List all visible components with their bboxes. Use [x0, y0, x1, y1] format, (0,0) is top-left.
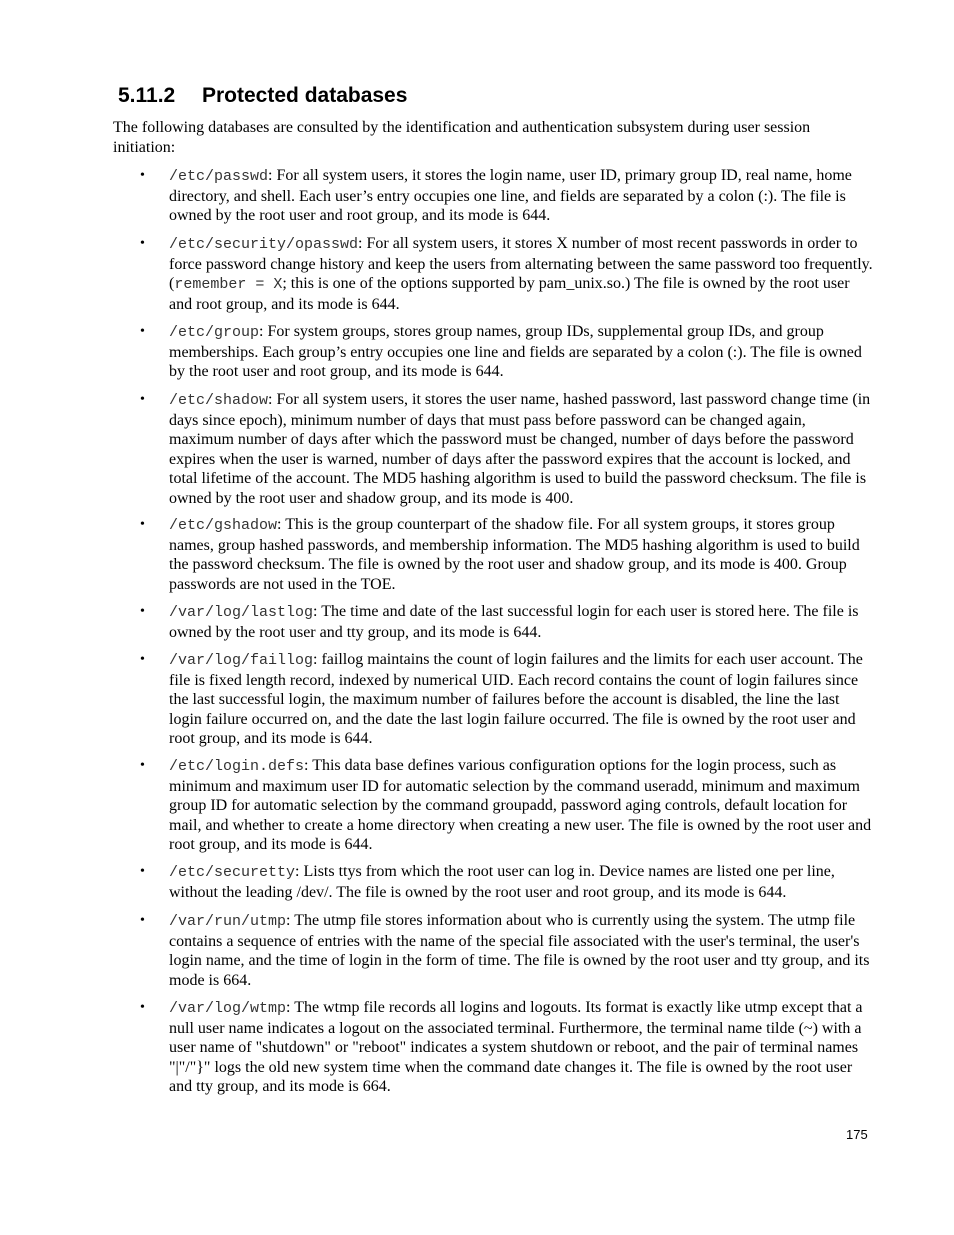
- list-item: [140, 515, 873, 594]
- bullet-icon: •: [140, 652, 145, 667]
- item-description: : The wtmp file records all logins and logouts. Its format is exactly like utmp except that a null user name indicates a logout on the associated terminal. Furthermore, the terminal name tilde (~) with a user name of "shutdown" or "reboot" indicates a system shutdown or reboot, and the pair of terminal names "|"/"}" logs the old new system time when the command date changes it. The file is owned by the root user and tty group, and its mode is 664.: [169, 999, 863, 1095]
- intro-paragraph: The following databases are consulted by the identification and authentication subsystem during user session initiation:: [113, 119, 811, 156]
- bullet-icon: •: [140, 392, 145, 407]
- page-number: 175: [846, 1127, 868, 1142]
- item-description: : This is the group counterpart of the shadow file. For all system groups, it stores group names, group hashed passwords, and membership information. The MD5 hashing algorithm is used to build the password checksum. The file is owned by the root user and shadow group, and its mode is 400. Group passwords are not used in the TOE.: [169, 516, 860, 593]
- section-title: Protected databases: [202, 84, 408, 107]
- item-description: : For all system users, it stores X number of most recent passwords in order to force password change history and keep the users from alternating between the same password too frequently. (: [169, 235, 873, 292]
- item-description: : For all system users, it stores the login name, user ID, primary group ID, real name, home directory, and shell. Each user’s entry occupies one line, and fields are separated by a colon (:). The file is owned by the root user and root group, and its mode is 644.: [169, 167, 852, 224]
- list-item: [140, 602, 873, 642]
- file-path: /var/log/lastlog: [169, 604, 314, 621]
- file-path: /var/log/wtmp: [169, 1000, 287, 1017]
- section-heading: [118, 82, 407, 110]
- inline-code: remember = X: [174, 276, 283, 293]
- bullet-icon: •: [140, 517, 145, 532]
- file-path: /var/log/faillog: [169, 652, 314, 669]
- file-path: /etc/login.defs: [169, 758, 305, 775]
- section-number: 5.11.2: [118, 84, 176, 107]
- list-item: [140, 650, 873, 749]
- list-item: [140, 911, 873, 990]
- bullet-icon: •: [140, 236, 145, 251]
- bullet-icon: •: [140, 168, 145, 183]
- bullet-icon: •: [140, 913, 145, 928]
- bullet-icon: •: [140, 604, 145, 619]
- list-item: [140, 862, 873, 902]
- item-description-continued: ; this is one of the options supported by pam_unix.so.) The file is owned by the root user and root group, and its mode is 644.: [169, 275, 850, 313]
- list-item: [140, 166, 873, 226]
- list-item: [140, 756, 873, 855]
- list-item: [140, 390, 873, 508]
- bullet-icon: •: [140, 864, 145, 879]
- file-path: /etc/gshadow: [169, 517, 278, 534]
- item-description: : Lists ttys from which the root user can log in. Device names are listed one per line, without the leading /dev/. The file is owned by the root user and root group, and its mode is 644.: [169, 863, 835, 901]
- item-description: : For all system users, it stores the user name, hashed password, last password change time (in days since epoch), minimum number of days that must pass before password can be changed again, maximum number of days after which the password must be changed, number of days before the password expires when the user is warned, number of days after the password expires that the account is locked, and total lifetime of the account. The MD5 hashing algorithm is used to build the password checksum. The file is owned by the root user and shadow group, and its mode is 400.: [169, 391, 871, 507]
- item-description: : The time and date of the last successful login for each user is stored here. The file is owned by the root user and tty group, and its mode is 644.: [169, 603, 859, 641]
- file-path: /etc/passwd: [169, 168, 269, 185]
- list-item: [140, 998, 873, 1097]
- list-item: [140, 322, 873, 382]
- file-path: /etc/shadow: [169, 392, 269, 409]
- item-description: : For system groups, stores group names, group IDs, supplemental group IDs, and group memberships. Each group’s entry occupies one line and fields are separated by a colon (:). The file is owned by the root user and root group, and its mode is 644.: [169, 323, 862, 380]
- file-path: /etc/securetty: [169, 864, 296, 881]
- bullet-icon: •: [140, 758, 145, 773]
- list-item: [140, 234, 873, 314]
- file-path: /etc/group: [169, 324, 260, 341]
- item-description: : The utmp file stores information about who is currently using the system. The utmp file contains a sequence of entries with the name of the special file associated with the user's terminal, the user's login name, and the time of login in the form of time. The file is owned by the root user and tty group, and its mode is 664.: [169, 912, 870, 989]
- file-path: /var/run/utmp: [169, 913, 287, 930]
- bullet-icon: •: [140, 324, 145, 339]
- bullet-icon: •: [140, 1000, 145, 1015]
- item-description: : faillog maintains the count of login failures and the limits for each user account. The file is fixed length record, indexed by numerical UID. Each record contains the count of login failures since the last successful login, the maximum number of failures before the account is disabled, the line the last login failure occurred on, and the date the last login failure occurred. The file is owned by the root user and root group, and its mode is 644.: [169, 651, 863, 747]
- file-path: /etc/security/opasswd: [169, 236, 359, 253]
- item-description: : This data base defines various configuration options for the login process, such as minimum and maximum user ID for automatic selection by the command useradd, minimum and maximum group ID for automatic selection by the command groupadd, password aging controls, default location for mail, and whether to create a home directory when creating a new user. The file is owned by the root user and root group, and its mode is 644.: [169, 757, 872, 853]
